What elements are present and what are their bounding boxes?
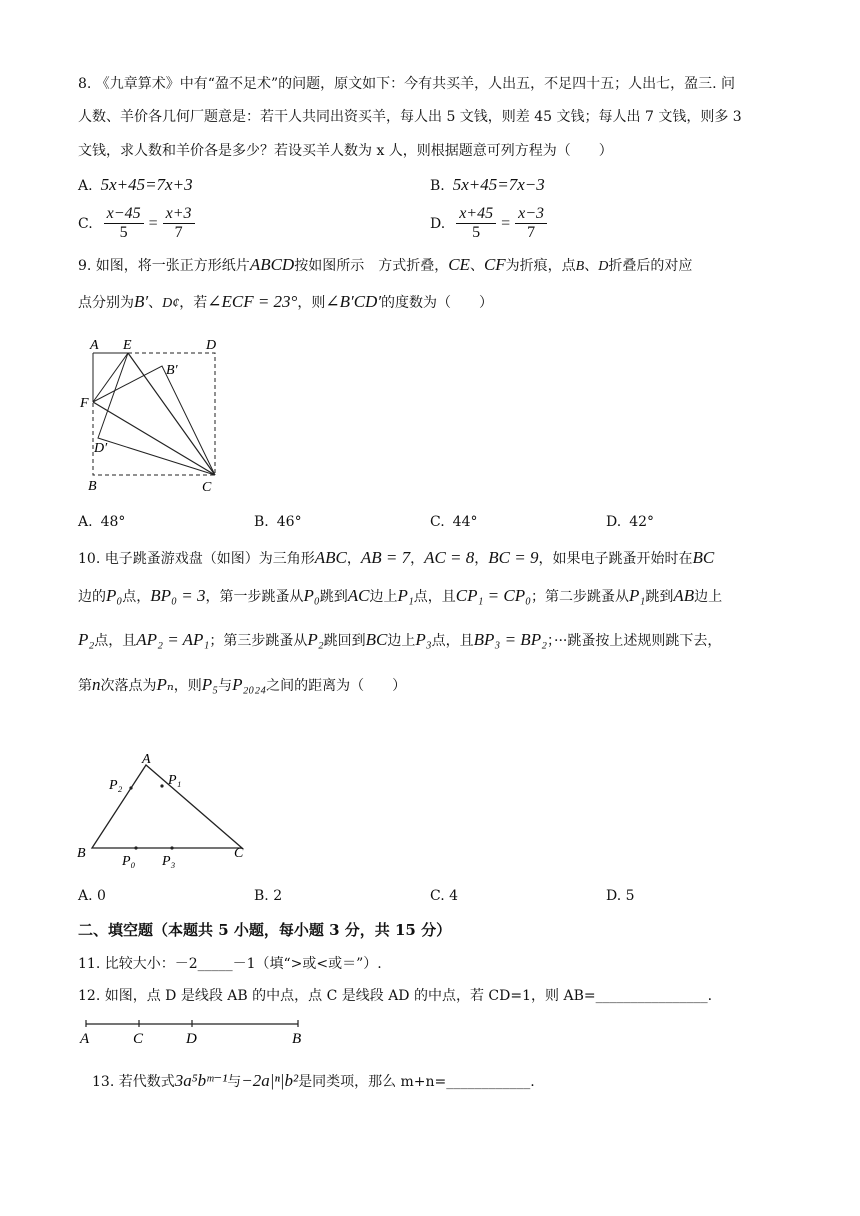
q9-label-d: D <box>206 338 217 353</box>
q11-text: 11. 比较大小：－2_____－1（填“>或<或＝”）. <box>78 956 382 972</box>
q10-point-p3 <box>170 846 173 849</box>
q10-line-4: 第n次落点为Pₙ，则P₅与P₂₀₂₄之间的距离为（ ） <box>78 675 407 694</box>
section-heading: 二、填空题（本题共 5 小题，每小题 3 分，共 15 分） <box>78 921 452 939</box>
q9-option-d[interactable]: D. 42° <box>606 514 655 530</box>
option-label: C. <box>78 215 93 232</box>
q9-figure <box>70 330 240 500</box>
q12-label-c: C <box>133 1031 144 1047</box>
q10-label-p1: P₁ <box>168 773 182 788</box>
q10-option-d[interactable]: D. 5 <box>606 888 635 904</box>
q12-label-d: D <box>186 1031 197 1047</box>
q8-option-d[interactable]: D. $\frac{x+45}{5}$ = $\frac{x-3}{7}$ <box>430 205 550 242</box>
q10-point-p0 <box>134 846 137 849</box>
option-equation: 5x+45=7x+3 <box>100 175 193 194</box>
q10-option-b[interactable]: B. 2 <box>254 888 283 904</box>
q9-label-b-prime: B′ <box>166 363 178 378</box>
q10-line-2: 边的P₀点，BP₀ = 3，第一步跳蚤从P₀跳到AC边上P₁点，且CP₁ = CP₀；第二步跳蚤从P₁跳到AB边上 <box>78 586 723 605</box>
q10-label-p3: P₃ <box>162 854 176 869</box>
fraction-right: $\frac{x-3}{7}$ <box>515 205 547 242</box>
option-label: B. <box>430 178 445 194</box>
fraction-left: $\frac{x-45}{5}$ <box>104 205 144 242</box>
q10-point-p2 <box>129 786 132 789</box>
q8-line-2: 人数、羊价各几何厂题意是：若干人共同出资买羊，每人出 5 文钱，则差 45 文钱；每人出 7 文钱，则多 3 <box>78 109 742 125</box>
q8-line-1: 8. 《九章算术》中有“盈不足术”的问题，原文如下：今有共买羊，人出五，不足四十五；人出七，盈三. 问 <box>78 76 736 92</box>
q9-label-f: F <box>80 396 89 411</box>
q9-label-d-prime: D′ <box>94 441 108 456</box>
q10-line-3: P₂点，且AP₂ = AP₁；第三步跳蚤从P₂跳回到BC边上P₃点，且BP₃ = BP₂；···跳蚤按上述规则跳下去， <box>78 630 722 649</box>
q12-figure <box>70 1014 320 1050</box>
fraction-left: $\frac{x+45}{5}$ <box>456 205 496 242</box>
option-label: A. <box>78 178 93 194</box>
q10-label-c: C <box>234 846 244 861</box>
q9-line-2: 点分别为B′、D¢，若∠ECF = 23°，则∠B′CD′的度数为（ ） <box>78 292 494 311</box>
q9-label-c: C <box>202 480 212 495</box>
q12-label-a: A <box>80 1031 90 1047</box>
q9-option-c[interactable]: C. 44° <box>430 514 478 530</box>
q8-line-3: 文钱，求人数和羊价各是多少？若设买羊人数为 x 人，则根据题意可列方程为（ ） <box>78 143 613 159</box>
q9-label-a: A <box>90 338 99 353</box>
q10-line-1: 10. 电子跳蚤游戏盘（如图）为三角形ABC，AB = 7，AC = 8，BC = 9，如果电子跳蚤开始时在BC <box>78 548 715 567</box>
q9-line-1: 9. 如图，将一张正方形纸片ABCD按如图所示 方式折叠，CE、CF为折痕，点B、D折叠后的对应 <box>78 255 693 274</box>
q9-option-a[interactable]: A. 48° <box>78 514 126 530</box>
q10-label-b: B <box>77 846 86 861</box>
q13-text: 13. 若代数式3a⁵bᵐ⁻¹与−2a|ⁿ|b²是同类项，那么 m+n=____________. <box>92 1071 535 1090</box>
option-label: D. <box>430 215 446 232</box>
q9-option-b[interactable]: B. 46° <box>254 514 302 530</box>
q10-label-a: A <box>142 752 151 767</box>
fraction-right: $\frac{x+3}{7}$ <box>163 205 195 242</box>
q12-label-b: B <box>292 1031 302 1047</box>
q8-option-a[interactable] <box>78 175 193 196</box>
option-equation: 5x+45=7x−3 <box>452 175 545 194</box>
q10-option-a[interactable]: A. 0 <box>78 888 106 904</box>
q9-label-e: E <box>123 338 132 353</box>
q8-option-c[interactable]: C. $\frac{x-45}{5}$ = $\frac{x+3}{7}$ <box>78 205 198 242</box>
q10-label-p2: P₂ <box>109 778 123 793</box>
q10-label-p0: P₀ <box>122 854 136 869</box>
q8-option-b[interactable] <box>430 175 545 196</box>
q12-text: 12. 如图，点 D 是线段 AB 的中点，点 C 是线段 AD 的中点，若 CD=1，则 AB=________________. <box>78 988 713 1004</box>
q10-figure <box>70 745 260 875</box>
q10-point-p1 <box>160 784 163 787</box>
q10-option-c[interactable]: C. 4 <box>430 888 459 904</box>
q9-label-b: B <box>88 479 97 494</box>
